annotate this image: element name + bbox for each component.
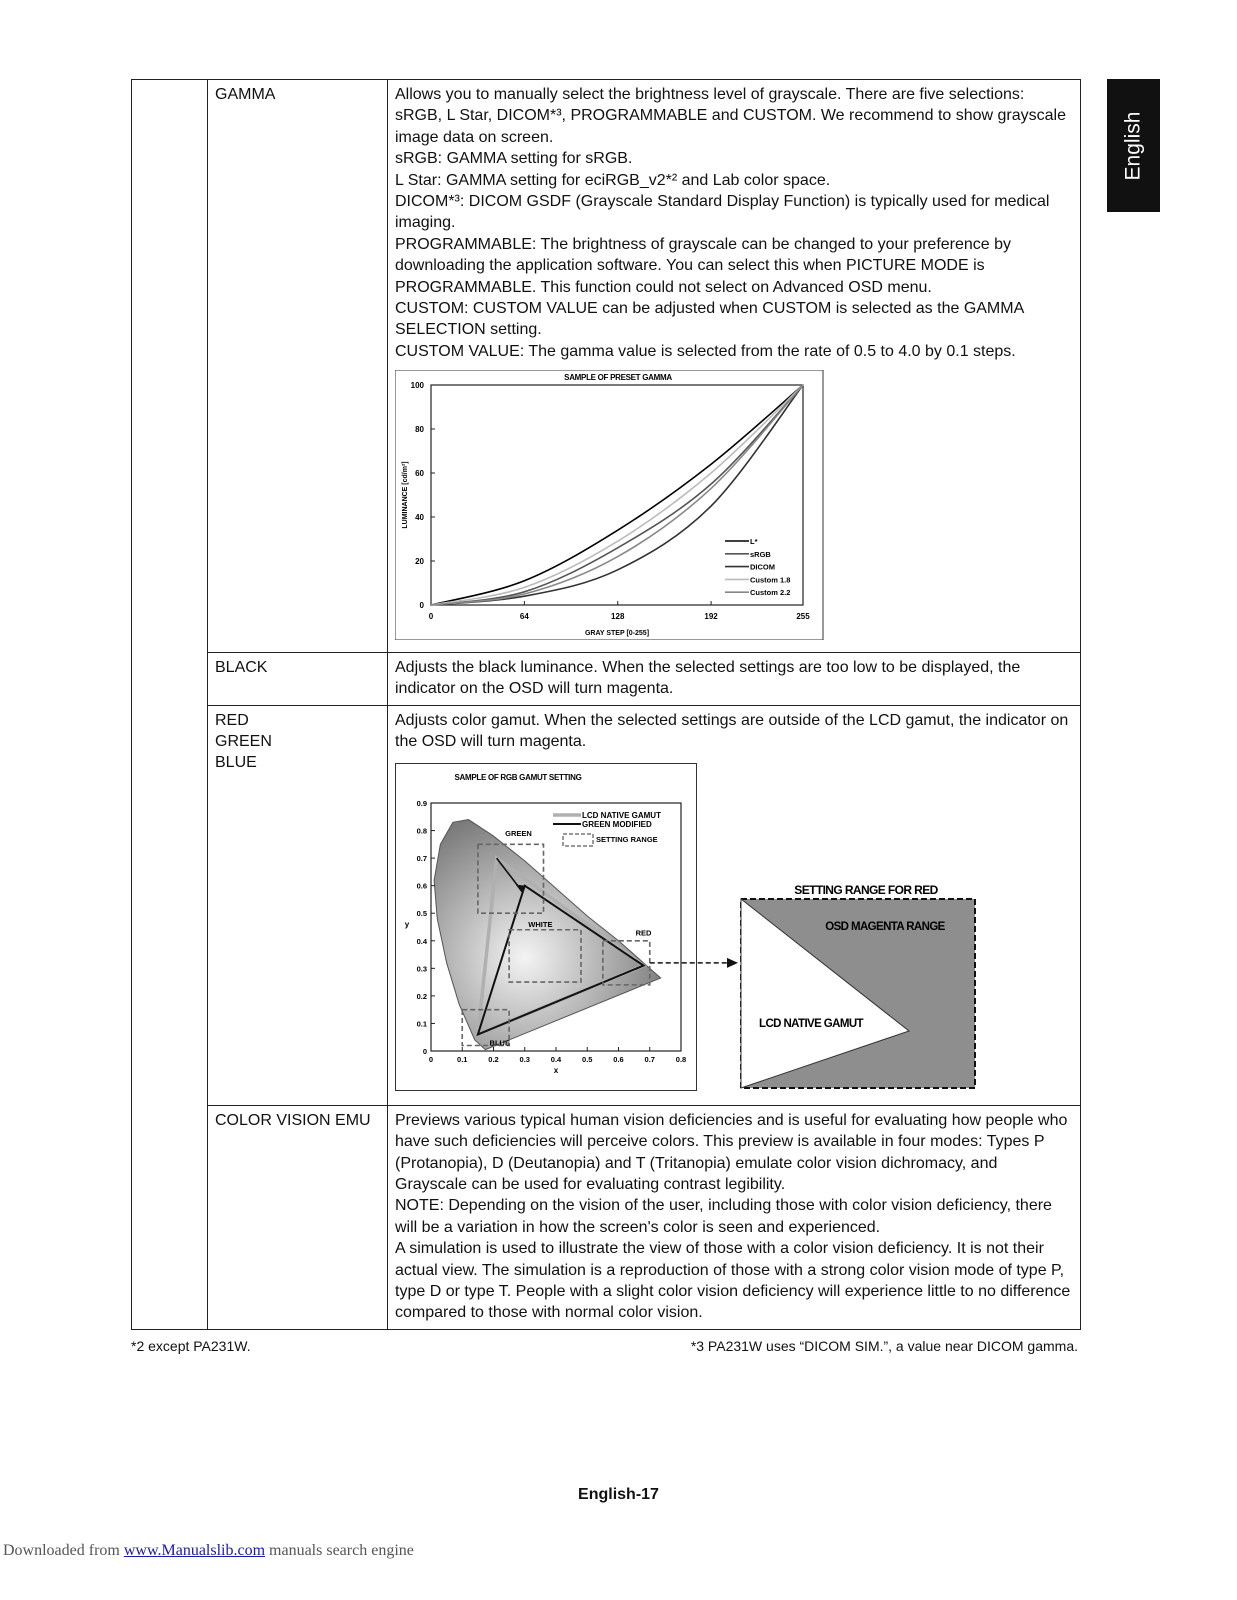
red-label: RED (215, 711, 249, 729)
x-tick-label: 0.8 (675, 1055, 687, 1065)
gamma-series-line (431, 385, 803, 605)
download-suffix: manuals search engine (265, 1542, 414, 1559)
settings-table (131, 79, 1081, 1330)
x-tick-label: 64 (519, 612, 529, 622)
page-number: English-17 (578, 1486, 659, 1503)
gamma-paragraph: Allows you to manually select the brightness level of grayscale. There are five selections: sRGB, L Star, DICOM*³, PROGRAMMABLE and CUSTOM. We recommend to show grayscale image data on screen. (395, 86, 1067, 146)
y-tick-label: 0.6 (416, 881, 427, 891)
legend-label: Custom 1.8 (750, 575, 791, 585)
black-label: BLACK (208, 652, 388, 705)
gamma-plot-area (431, 385, 803, 605)
y-tick-label: 0.5 (416, 909, 427, 919)
table-row-color-vision-emu (132, 1105, 1081, 1329)
region-label: RED (635, 928, 652, 938)
x-tick-label: 255 (796, 612, 810, 622)
legend-label: LCD NATIVE GAMUT (582, 811, 661, 821)
cve-label: COLOR VISION EMU (208, 1105, 388, 1329)
y-tick-label: 0.7 (416, 854, 427, 864)
language-tab-label: English (1121, 111, 1145, 180)
blue-label: BLUE (215, 754, 257, 772)
legend-label: DICOM (750, 562, 775, 572)
legend-label: sRGB (750, 550, 771, 560)
x-tick-label: 0 (428, 612, 434, 622)
download-prefix: Downloaded from (3, 1542, 124, 1559)
region-label: BLUE (489, 1038, 510, 1048)
legend-label: GREEN MODIFIED (582, 820, 652, 830)
gamma-series-line (431, 385, 803, 605)
gamma-description (388, 80, 1081, 653)
black-description: Adjusts the black luminance. When the selected settings are too low to be displayed, the indicator on the OSD will turn magenta. (388, 652, 1081, 705)
lcd-native-gamut-label: LCD NATIVE GAMUT (759, 1018, 863, 1031)
y-tick-label: 80 (415, 425, 424, 435)
x-tick-label: 0.5 (582, 1055, 593, 1065)
y-tick-label: 0 (422, 1047, 427, 1057)
gamut-figure (395, 763, 1072, 1099)
table-row-rgb (132, 705, 1081, 1105)
legend-label: SETTING RANGE (596, 835, 658, 845)
x-tick-label: 0 (428, 1055, 434, 1065)
y-tick-label: 0.4 (416, 937, 427, 947)
cve-description (388, 1105, 1081, 1329)
footnote-3: *3 PA231W uses “DICOM SIM.”, a value near DICOM gamma. (690, 1338, 1078, 1354)
gamma-chart-title: SAMPLE OF PRESET GAMMA (564, 373, 672, 383)
manualslib-link[interactable]: www.Manualslib.com (123, 1542, 266, 1559)
gamut-chart-title: SAMPLE OF RGB GAMUT SETTING (454, 773, 582, 783)
y-tick-label: 40 (415, 513, 424, 523)
x-tick-label: 192 (704, 612, 718, 622)
gamma-paragraph: sRGB: GAMMA setting for sRGB. (395, 150, 633, 168)
gamma-paragraph: DICOM*³: DICOM GSDF (Grayscale Standard Display Function) is typically used for medical imaging. (395, 193, 1050, 232)
rgb-text: Adjusts color gamut. When the selected settings are outside of the LCD gamut, the indicator on the OSD will turn magenta. (395, 711, 1069, 750)
download-footer (3, 1542, 414, 1560)
red-range-arrowhead (727, 958, 738, 968)
y-tick-label: 0.9 (416, 799, 427, 809)
y-tick-label: 0.3 (416, 964, 427, 974)
x-tick-label: 0.2 (488, 1055, 499, 1065)
gamma-y-axis-label: LUMINANCE [cd/m²] (402, 461, 409, 529)
x-tick-label: 0.6 (613, 1055, 624, 1065)
y-tick-label: 0.2 (416, 992, 427, 1002)
region-label: GREEN (505, 829, 532, 839)
gamma-x-axis-label: GRAY STEP [0-255] (584, 630, 650, 638)
legend-label: L* (750, 537, 758, 547)
gamma-paragraph: PROGRAMMABLE: The brightness of grayscale can be changed to your preference by downloading the application software. You can select this when PICTURE MODE is PROGRAMMABLE. This function could not select on Advanced OSD menu. (395, 235, 1012, 296)
gamma-series-line (431, 385, 803, 605)
gamut-figure-svg (395, 763, 1055, 1093)
rgb-description (388, 705, 1081, 1105)
gamma-series-line (431, 385, 803, 605)
gamma-paragraph: CUSTOM VALUE: The gamma value is selected from the rate of 0.5 to 4.0 by 0.1 steps. (395, 342, 1016, 360)
cve-paragraph: A simulation is used to illustrate the view of those with a color vision deficiency. It is not their actual view. The simulation is a reproduction of those with a strong color vision mode of type P, type D or type T. People with a slight color vision deficiency will experience little to no difference compared to those with normal color vision. (395, 1240, 1071, 1322)
gamma-chart-container (395, 370, 1072, 646)
gamma-series-line (431, 385, 803, 605)
legend-label: Custom 2.2 (750, 588, 791, 598)
rgb-labels (208, 705, 388, 1105)
x-tick-label: 0.3 (519, 1055, 530, 1065)
y-tick-label: 20 (415, 557, 424, 567)
blank-column (132, 80, 208, 1330)
green-label: GREEN (215, 732, 272, 750)
y-tick-label: 0.1 (416, 1019, 427, 1029)
cve-paragraph: NOTE: Depending on the vision of the user, including those with color vision deficiency, there will be a variation in how the screen's color is seen and experienced. (395, 1197, 1052, 1236)
footnotes (131, 1338, 1078, 1354)
cve-paragraph: Previews various typical human vision deficiencies and is useful for evaluating how people who have such deficiencies will perceive colors. This preview is available in four modes: Types P (Protanopia), D (Deutanopia) and T (Tritanopia) emulate color vision dichromacy, and Grayscale can be used for evaluating contrast legibility. (395, 1111, 1068, 1193)
y-tick-label: 60 (415, 469, 424, 479)
gamma-label: GAMMA (208, 80, 388, 653)
table-row-gamma (132, 80, 1081, 653)
red-range-title: SETTING RANGE FOR RED (794, 883, 938, 898)
gamma-chart (395, 370, 1055, 640)
gamut-x-axis-label: x (553, 1066, 559, 1076)
y-tick-label: 0.8 (416, 826, 427, 836)
x-tick-label: 0.4 (550, 1055, 562, 1065)
table-row-black (132, 652, 1081, 705)
x-tick-label: 0.7 (644, 1055, 655, 1065)
gamma-paragraph: L Star: GAMMA setting for eciRGB_v2*² and Lab color space. (395, 171, 831, 189)
gamma-paragraph: CUSTOM: CUSTOM VALUE can be adjusted when CUSTOM is selected as the GAMMA SELECTION setting. (395, 300, 1024, 339)
osd-magenta-label: OSD MAGENTA RANGE (825, 921, 945, 934)
region-label: WHITE (528, 920, 553, 930)
x-tick-label: 128 (611, 612, 625, 622)
gamut-y-axis-label: y (404, 920, 410, 930)
y-tick-label: 0 (419, 601, 424, 611)
y-tick-label: 100 (410, 381, 424, 391)
language-tab (1107, 79, 1160, 212)
x-tick-label: 0.1 (457, 1055, 468, 1065)
footnote-2: *2 except PA231W. (131, 1338, 251, 1354)
